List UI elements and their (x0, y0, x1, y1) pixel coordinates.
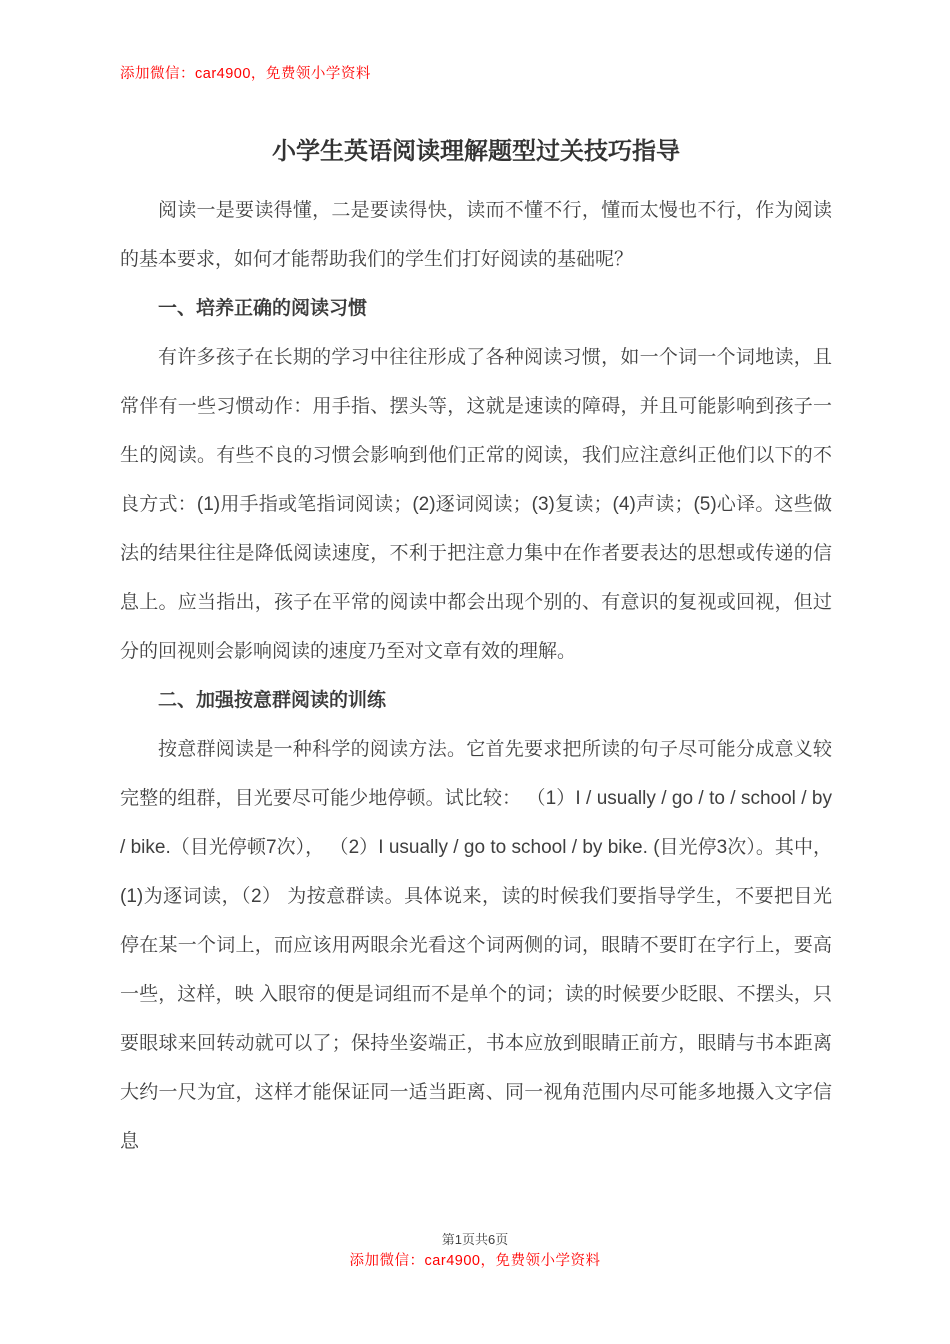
page-footer (0, 1230, 950, 1272)
intro-paragraph: 阅读一是要读得懂，二是要读得快，读而不懂不行，懂而太慢也不行，作为阅读的基本要求，如何才能帮助我们的学生们打好阅读的基础呢？ (120, 200, 832, 270)
page-number-indicator: 第1页共6页 (441, 1232, 509, 1247)
section-body-2: 按意群阅读是一种科学的阅读方法。它首先要求把所读的句子尽可能分成意义较完整的组群，目光要尽可能少地停顿。试比较： （1）I / usually / go / to / school / by / bike.（目光停顿7次）， （2）I usually / go to school / by bike. (目光停3次）。其中，(1)为逐词读，（2） 为按意群读。具体说来，读的时候我们要指导学生，不要把目光停在某一个词上，而应该用两眼余光看这个词两侧的词，眼睛不要盯在字行上，要高一些，这样，映 入眼帘的便是词组而不是单个的词；读的时候要少眨眼、不摆头，只要眼球来回转动就可以了；保持坐姿端正，书本应放到眼睛正前方，眼睛与书本距离大约一尺为宜，这样才能保证同一适当距离、同一视角范围内尽可能多地摄入文字信息 (120, 739, 832, 1152)
section-heading-2: 二、加强按意群阅读的训练 (158, 690, 387, 711)
section-body-1: 有许多孩子在长期的学习中往往形成了各种阅读习惯，如一个词一个词地读，且常伴有一些习惯动作：用手指、摆头等，这就是速读的障碍，并且可能影响到孩子一生的阅读。有些不良的习惯会影响到他们正常的阅读，我们应注意纠正他们以下的不良方式：(1)用手指或笔指词阅读；(2)逐词阅读；(3)复读；(4)声读；(5)心译。这些做法的结果往往是降低阅读速度，不利于把注意力集中在作者要表达的思想或传递的信息上。应当指出，孩子在平常的阅读中都会出现个别的、有意识的复视或回视，但过分的回视则会影响阅读的速度乃至对文章有效的理解。 (120, 347, 832, 662)
watermark-note-bottom: 添加微信：car4900，免费领小学资料 (349, 1253, 601, 1269)
section-heading-1: 一、培养正确的阅读习惯 (158, 298, 368, 319)
watermark-note-top: 添加微信：car4900，免费领小学资料 (120, 66, 371, 82)
document-title: 小学生英语阅读理解题型过关技巧指导 (272, 138, 680, 165)
document-content (120, 132, 832, 1166)
